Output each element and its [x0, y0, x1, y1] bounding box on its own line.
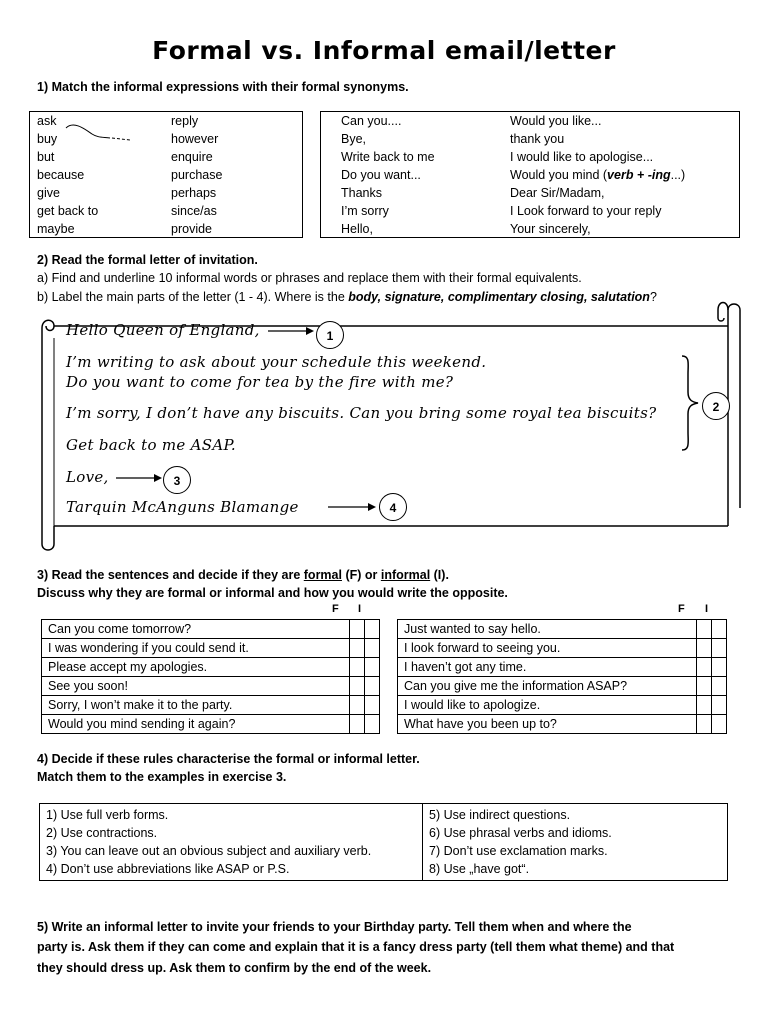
i-checkbox[interactable] [365, 658, 380, 677]
table-row [398, 658, 727, 677]
word-item: but [37, 150, 55, 164]
arrow-right-icon [326, 500, 378, 514]
phrase-item: Would you like... [510, 114, 602, 128]
table-row [42, 677, 380, 696]
rule-item: 2) Use contractions. [46, 826, 158, 840]
rules-left-cell [40, 804, 423, 881]
ex4-rules-table [39, 803, 728, 881]
ex5-line: they should dress up. Ask them to confirm by the end of the week. [37, 961, 432, 975]
f-checkbox[interactable] [697, 639, 712, 658]
phrase-item: Thanks [341, 186, 382, 200]
ex1-right-box [320, 111, 740, 238]
sentence-cell: I would like to apologize. [398, 696, 697, 715]
phrase-item: Would you mind (verb + -ing...) [510, 168, 686, 182]
table-row [42, 696, 380, 715]
example-match-arrow-icon [64, 122, 134, 144]
table-row [398, 715, 727, 734]
phrase-item: I Look forward to your reply [510, 204, 662, 218]
f-checkbox[interactable] [697, 696, 712, 715]
ex3-left-table [41, 619, 380, 734]
sentence-cell: Just wanted to say hello. [398, 620, 697, 639]
ex1-right-col1 [341, 112, 435, 238]
ex4-heading: 4) Decide if these rules characterise the formal or informal letter. [37, 752, 420, 766]
label-circle-3: 3 [163, 466, 191, 494]
f-checkbox[interactable] [350, 639, 365, 658]
f-checkbox[interactable] [697, 620, 712, 639]
phrase-item: I would like to apologise... [510, 150, 654, 164]
word-item: because [37, 168, 85, 182]
ex2-instruction-b: b) Label the main parts of the letter (1 - 4). Where is the body, signature, complimentary closing, salutation? [37, 290, 657, 304]
ex2-instruction-a: a) Find and underline 10 informal words or phrases and replace them with their formal equivalents. [37, 271, 582, 285]
rule-item: 5) Use indirect questions. [429, 808, 571, 822]
word-item: maybe [37, 222, 75, 236]
i-checkbox[interactable] [365, 696, 380, 715]
ex4-subheading: Match them to the examples in exercise 3. [37, 770, 287, 784]
rule-item: 6) Use phrasal verbs and idioms. [429, 826, 612, 840]
ex3-right-table [397, 619, 727, 734]
ex1-left-box [29, 111, 303, 238]
i-checkbox[interactable] [712, 639, 727, 658]
verb-ing-hint: verb + -ing [607, 168, 671, 182]
i-checkbox[interactable] [365, 677, 380, 696]
rule-item: 7) Don’t use exclamation marks. [429, 844, 608, 858]
sentence-cell: Can you come tomorrow? [42, 620, 350, 639]
ex1-left-col2 [171, 112, 222, 238]
phrase-item: Hello, [341, 222, 373, 236]
ex5-line: party is. Ask them if they can come and explain that it is a fancy dress party (tell them what theme) and that [37, 940, 675, 954]
arrow-right-icon [114, 471, 164, 485]
column-i-label: I [358, 603, 362, 615]
word-item: give [37, 186, 60, 200]
f-checkbox[interactable] [697, 658, 712, 677]
phrase-item: thank you [510, 132, 565, 146]
table-row [42, 715, 380, 734]
letter-body-line: Do you want to come for tea by the fire with me? [66, 373, 454, 391]
label-circle-4: 4 [379, 493, 407, 521]
ex1-heading: 1) Match the informal expressions with their formal synonyms. [37, 80, 409, 94]
word-item: perhaps [171, 186, 217, 200]
word-item: since/as [171, 204, 217, 218]
i-checkbox[interactable] [712, 620, 727, 639]
letter-greeting: Hello Queen of England, [66, 321, 260, 339]
table-row [42, 639, 380, 658]
page-title: Formal vs. Informal email/letter [152, 36, 616, 65]
table-row [398, 620, 727, 639]
sentence-cell: What have you been up to? [398, 715, 697, 734]
rule-item: 8) Use „have got“. [429, 862, 530, 876]
letter-body-line: Get back to me ASAP. [66, 436, 236, 454]
phrase-item: I’m sorry [341, 204, 389, 218]
sentence-cell: Can you give me the information ASAP? [398, 677, 697, 696]
letter-body-line: I’m sorry, I don’t have any biscuits. Can you bring some royal tea biscuits? [66, 404, 657, 422]
letter-signature: Tarquin McAnguns Blamange [66, 498, 299, 516]
ex1-right-col2 [510, 112, 685, 238]
f-checkbox[interactable] [350, 715, 365, 734]
i-checkbox[interactable] [712, 658, 727, 677]
ex2-heading: 2) Read the formal letter of invitation. [37, 253, 258, 267]
i-checkbox[interactable] [712, 696, 727, 715]
i-checkbox[interactable] [712, 677, 727, 696]
sentence-cell: Please accept my apologies. [42, 658, 350, 677]
i-checkbox[interactable] [365, 715, 380, 734]
table-row [398, 639, 727, 658]
table-row [40, 804, 728, 881]
arrow-right-icon [266, 324, 316, 338]
ex3-subheading: Discuss why they are formal or informal and how you would write the opposite. [37, 586, 508, 600]
column-f-label: F [678, 603, 685, 615]
ex5-line: 5) Write an informal letter to invite your friends to your Birthday party. Tell them when and where the [37, 920, 632, 934]
table-row [42, 658, 380, 677]
column-i-label: I [705, 603, 709, 615]
sentence-cell: I haven’t got any time. [398, 658, 697, 677]
phrase-item: Dear Sir/Madam, [510, 186, 605, 200]
f-checkbox[interactable] [350, 677, 365, 696]
i-checkbox[interactable] [712, 715, 727, 734]
word-item: however [171, 132, 219, 146]
phrase-item: Can you.... [341, 114, 402, 128]
rule-item: 4) Don’t use abbreviations like ASAP or P.S. [46, 862, 290, 876]
f-checkbox[interactable] [350, 620, 365, 639]
f-checkbox[interactable] [350, 658, 365, 677]
label-circle-1: 1 [316, 321, 344, 349]
table-row [398, 677, 727, 696]
phrase-item: Do you want... [341, 168, 421, 182]
label-circle-2: 2 [702, 392, 730, 420]
table-row [398, 696, 727, 715]
phrase-item: Bye, [341, 132, 367, 146]
word-item: purchase [171, 168, 223, 182]
sentence-cell: I was wondering if you could send it. [42, 639, 350, 658]
sentence-cell: Would you mind sending it again? [42, 715, 350, 734]
sentence-cell: Sorry, I won’t make it to the party. [42, 696, 350, 715]
phrase-item: Your sincerely, [510, 222, 591, 236]
column-f-label: F [332, 603, 339, 615]
word-item: get back to [37, 204, 99, 218]
word-item: enquire [171, 150, 213, 164]
sentence-cell: I look forward to seeing you. [398, 639, 697, 658]
f-checkbox[interactable] [697, 715, 712, 734]
word-item: ask [37, 114, 57, 128]
rule-item: 1) Use full verb forms. [46, 808, 169, 822]
word-item: reply [171, 114, 199, 128]
ex3-heading: 3) Read the sentences and decide if they are formal (F) or informal (I). [37, 568, 449, 582]
word-item: buy [37, 132, 58, 146]
word-item: provide [171, 222, 212, 236]
rule-item: 3) You can leave out an obvious subject and auxiliary verb. [46, 844, 372, 858]
i-checkbox[interactable] [365, 639, 380, 658]
letter-body-line: I’m writing to ask about your schedule this weekend. [66, 353, 487, 371]
rules-right-cell [423, 804, 728, 881]
f-checkbox[interactable] [697, 677, 712, 696]
f-checkbox[interactable] [350, 696, 365, 715]
sentence-cell: See you soon! [42, 677, 350, 696]
letter-closing: Love, [66, 468, 109, 486]
table-row [42, 620, 380, 639]
phrase-item: Write back to me [341, 150, 435, 164]
i-checkbox[interactable] [365, 620, 380, 639]
body-brace-icon [678, 354, 702, 452]
